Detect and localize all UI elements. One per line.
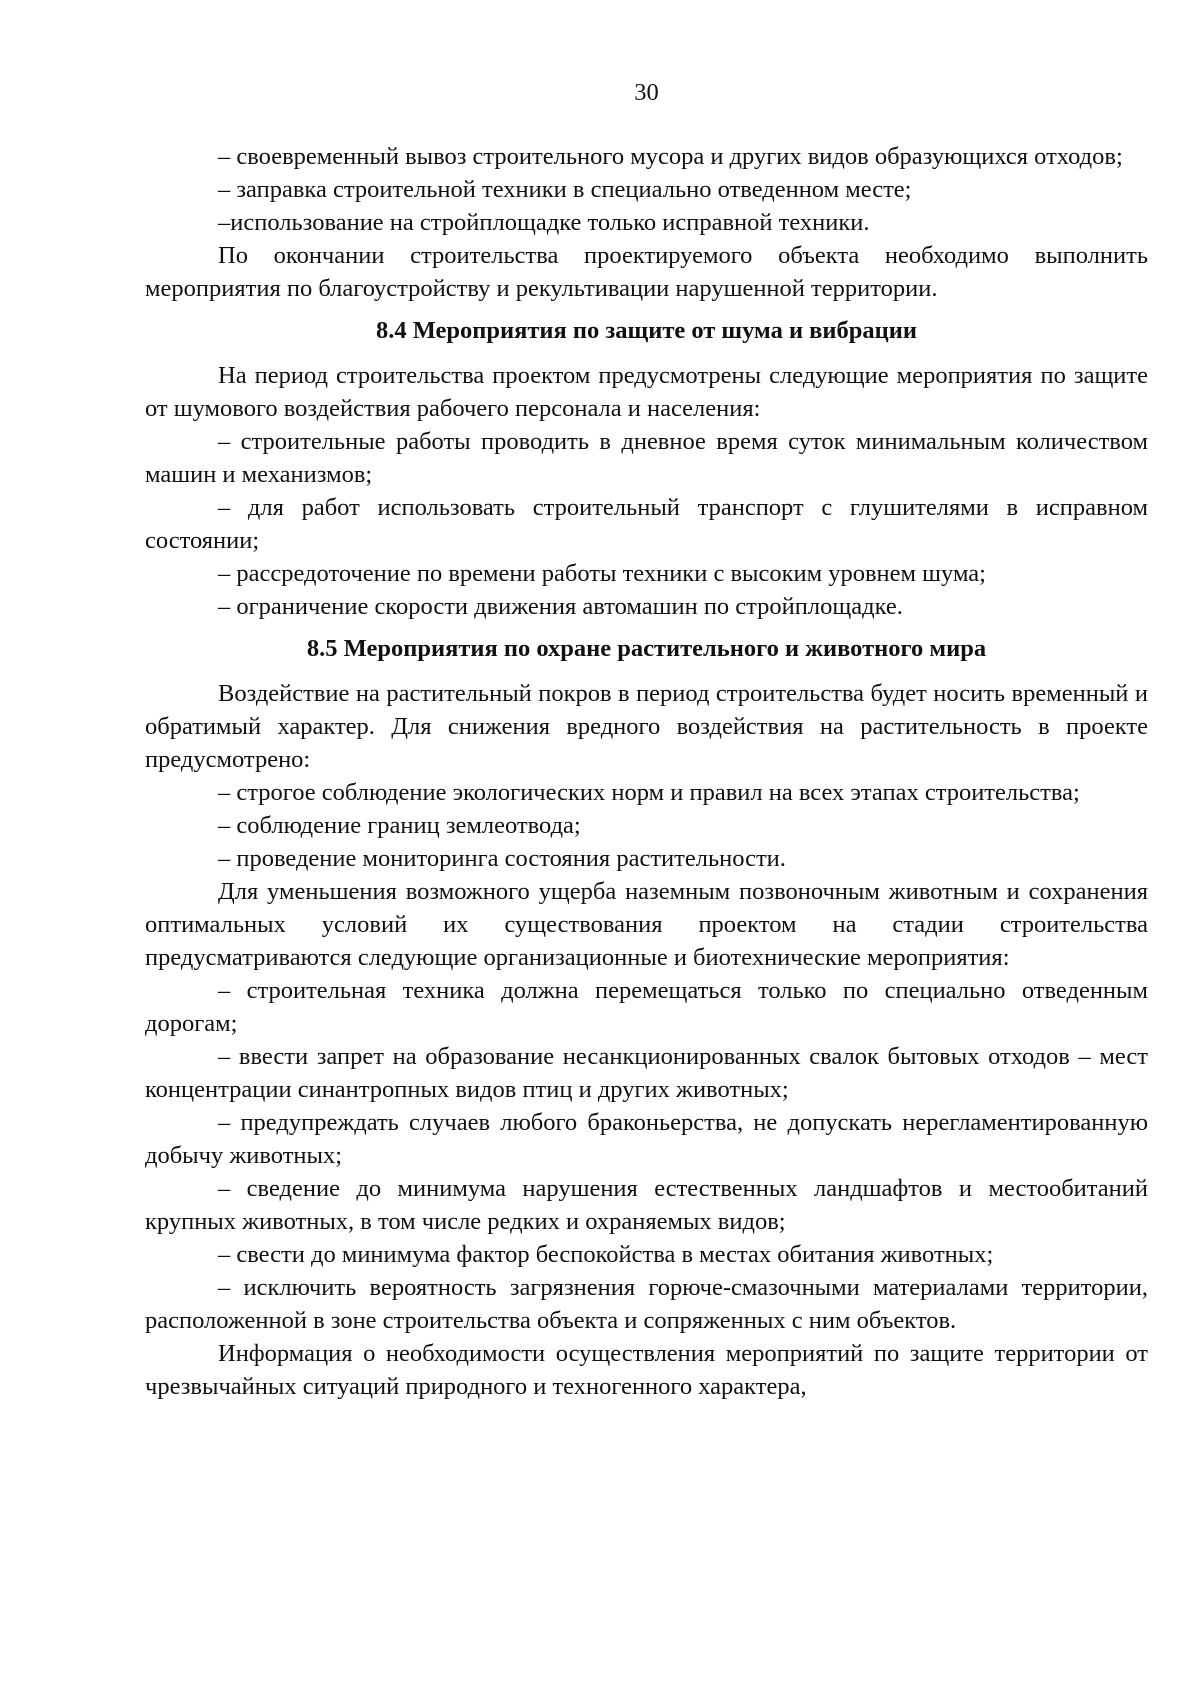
paragraph: – проведение мониторинга состояния растительности. [218,845,786,872]
paragraph: – строгое соблюдение экологических норм и правил на всех этапах строительства; [218,779,1080,806]
paragraph: – ограничение скорости движения автомашин по стройплощадке. [218,593,903,620]
paragraph: – сведение до минимума нарушения естественных ландшафтов и местообитаний крупных животных, в том числе редких и охраняемых видов; [145,1175,1148,1235]
paragraph: – строительная техника должна перемещаться только по специально отведенным дорогам; [145,977,1148,1037]
paragraph: – заправка строительной техники в специально отведенном месте; [218,176,912,203]
paragraph: – рассредоточение по времени работы техники с высоким уровнем шума; [218,560,986,587]
paragraph: Воздействие на растительный покров в период строительства будет носить временный и обратимый характер. Для снижения вредного воздействия на растительность в проекте предусмотрено: [145,680,1148,773]
document-body [145,140,1148,1403]
paragraph: – своевременный вывоз строительного мусора и других видов образующихся отходов; [218,143,1123,170]
paragraph: По окончании строительства проектируемого объекта необходимо выполнить мероприятия по благоустройству и рекультивации нарушенной территории. [145,242,1148,302]
paragraph: Информация о необходимости осуществления мероприятий по защите территории от чрезвычайных ситуаций природного и техногенного характера, [145,1340,1148,1400]
section-heading: 8.4 Мероприятия по защите от шума и вибрации [375,317,918,344]
paragraph: На период строительства проектом предусмотрены следующие мероприятия по защите от шумового воздействия рабочего персонала и населения: [145,362,1148,422]
paragraph: – исключить вероятность загрязнения горюче-смазочными материалами территории, расположенной в зоне строительства объекта и сопряженных с ним объектов. [145,1274,1148,1334]
paragraph: – для работ использовать строительный транспорт с глушителями в исправном состоянии; [145,494,1148,554]
paragraph: – свести до минимума фактор беспокойства в местах обитания животных; [218,1241,994,1268]
paragraph: – предупреждать случаев любого браконьерства, не допускать нерегламентированную добычу животных; [145,1109,1148,1169]
page-number: 30 [634,79,659,106]
paragraph: – строительные работы проводить в дневное время суток минимальным количеством машин и механизмов; [145,428,1148,488]
paragraph: –использование на стройплощадке только исправной техники. [218,209,870,236]
paragraph: – ввести запрет на образование несанкционированных свалок бытовых отходов – мест концентрации синантропных видов птиц и других животных; [145,1043,1148,1103]
paragraph: – соблюдение границ землеотвода; [218,812,581,839]
section-heading: 8.5 Мероприятия по охране растительного и животного мира [306,635,987,662]
paragraph: Для уменьшения возможного ущерба наземным позвоночным животным и сохранения оптимальных условий их существования проектом на стадии строительства предусматриваются следующие организационные и биотехнические мероприятия: [145,878,1148,971]
